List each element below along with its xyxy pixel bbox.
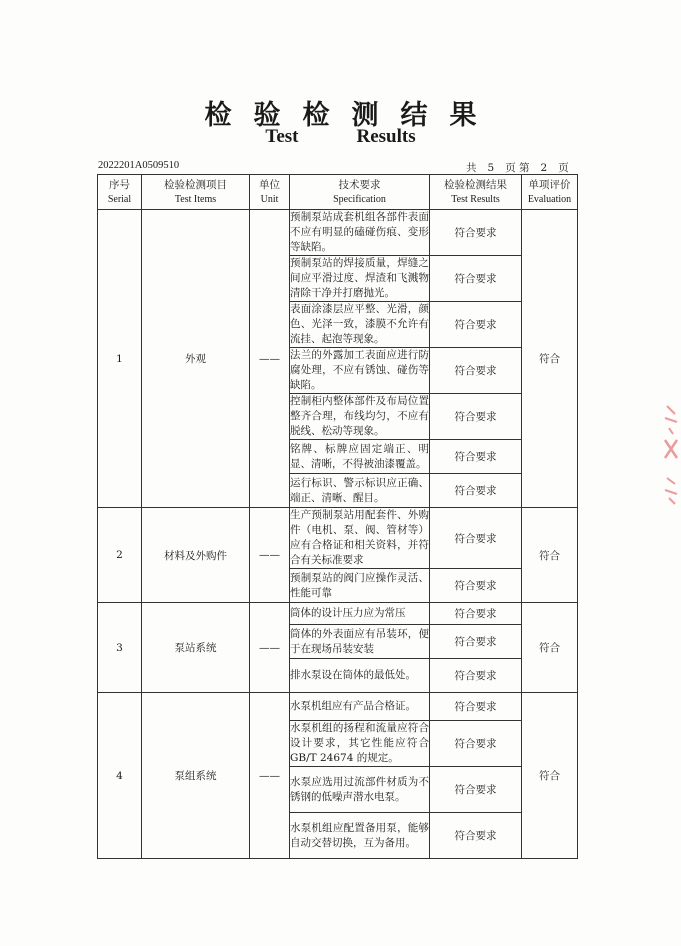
spec-cell: 法兰的外露加工表面应进行防腐处理，不应有锈蚀、碰伤等缺陷。 (290, 348, 430, 394)
evaluation-cell: 符合 (522, 693, 578, 859)
result-cell: 符合要求 (430, 813, 522, 859)
spec-cell: 预制泵站的阀门应操作灵活、性能可靠 (290, 569, 430, 603)
test-item-cell: 材料及外购件 (142, 508, 250, 603)
table-header-row (98, 175, 578, 210)
table-row (98, 508, 578, 569)
table-row (98, 210, 578, 256)
title-en-word-2: Results (356, 126, 416, 147)
header-serial: 序号 Serial (98, 175, 142, 210)
test-item-cell: 泵站系统 (142, 603, 250, 693)
unit-cell: —— (250, 508, 290, 603)
spec-cell: 表面涂漆层应平整、光滑，颜色、光泽一致，漆膜不允许有流挂、起泡等现象。 (290, 302, 430, 348)
spec-cell: 排水泵设在筒体的最低处。 (290, 659, 430, 693)
test-item-cell: 外观 (142, 210, 250, 508)
result-cell: 符合要求 (430, 302, 522, 348)
result-cell: 符合要求 (430, 569, 522, 603)
page-total: 5 (480, 163, 502, 175)
result-cell: 符合要求 (430, 440, 522, 474)
spec-cell: 控制柜内整体部件及布局位置整齐合理，布线均匀，不应有脱线、松动等现象。 (290, 394, 430, 440)
seal-icon (659, 400, 681, 510)
serial-cell: 1 (98, 210, 142, 508)
result-cell: 符合要求 (430, 508, 522, 569)
header-evaluation: 单项评价 Evaluation (522, 175, 578, 210)
result-cell: 符合要求 (430, 474, 522, 508)
page-mid: 页 第 (505, 162, 530, 174)
result-cell: 符合要求 (430, 721, 522, 767)
spec-cell: 水泵机组应有产品合格证。 (290, 693, 430, 721)
spec-cell: 铭牌、标牌应固定端正、明显、清晰，不得被油漆覆盖。 (290, 440, 430, 474)
results-table (97, 174, 578, 859)
page-current: 2 (533, 163, 555, 175)
test-item-cell: 泵组系统 (142, 693, 250, 859)
spec-cell: 水泵应选用过流部件材质为不锈钢的低噪声潜水电泵。 (290, 767, 430, 813)
table-row (98, 693, 578, 721)
header-test-results: 检验检测结果 Test Results (430, 175, 522, 210)
result-cell: 符合要求 (430, 693, 522, 721)
spec-cell: 筒体的设计压力应为常压 (290, 603, 430, 625)
result-cell: 符合要求 (430, 394, 522, 440)
serial-cell: 3 (98, 603, 142, 693)
table-row (98, 603, 578, 625)
header-unit: 单位 Unit (250, 175, 290, 210)
result-cell: 符合要求 (430, 767, 522, 813)
title-en-word-1: Test (265, 126, 299, 147)
unit-cell: —— (250, 210, 290, 508)
result-cell: 符合要求 (430, 348, 522, 394)
page-title: 检验检测结果 (204, 100, 499, 131)
result-cell: 符合要求 (430, 603, 522, 625)
spec-cell: 水泵机组的扬程和流量应符合设计要求，其它性能应符合 GB/T 24674 的规定。 (290, 721, 430, 767)
report-number: 2022201A0509510 (98, 160, 180, 171)
unit-cell: —— (250, 603, 290, 693)
spec-cell: 运行标识、警示标识应正确、端正、清晰、醒目。 (290, 474, 430, 508)
seal-fragment (659, 400, 681, 514)
evaluation-cell: 符合 (522, 603, 578, 693)
result-cell: 符合要求 (430, 659, 522, 693)
spec-cell: 生产预制泵站用配套件、外购件（电机、泵、阀、管材等）应有合格证和相关资料，并符合有关标准要求 (290, 508, 430, 569)
page-suffix: 页 (558, 162, 569, 174)
evaluation-cell: 符合 (522, 210, 578, 508)
spec-cell: 预制泵站的焊接质量，焊缝之间应平滑过度、焊渣和飞溅物清除干净并打磨抛光。 (290, 256, 430, 302)
serial-cell: 4 (98, 693, 142, 859)
header-test-items: 检验检测项目 Test Items (142, 175, 250, 210)
page-info (466, 160, 569, 175)
result-cell: 符合要求 (430, 625, 522, 659)
result-cell: 符合要求 (430, 256, 522, 302)
header-specification: 技术要求 Specification (290, 175, 430, 210)
result-cell: 符合要求 (430, 210, 522, 256)
page-prefix: 共 (466, 162, 477, 174)
spec-cell: 预制泵站成套机组各部件表面不应有明显的磕碰伤痕、变形等缺陷。 (290, 210, 430, 256)
unit-cell: —— (250, 693, 290, 859)
evaluation-cell: 符合 (522, 508, 578, 603)
page-title-en (0, 126, 681, 148)
serial-cell: 2 (98, 508, 142, 603)
spec-cell: 筒体的外表面应有吊装环，便于在现场吊装安装 (290, 625, 430, 659)
spec-cell: 水泵机组应配置备用泵，能够自动交替切换，互为备用。 (290, 813, 430, 859)
